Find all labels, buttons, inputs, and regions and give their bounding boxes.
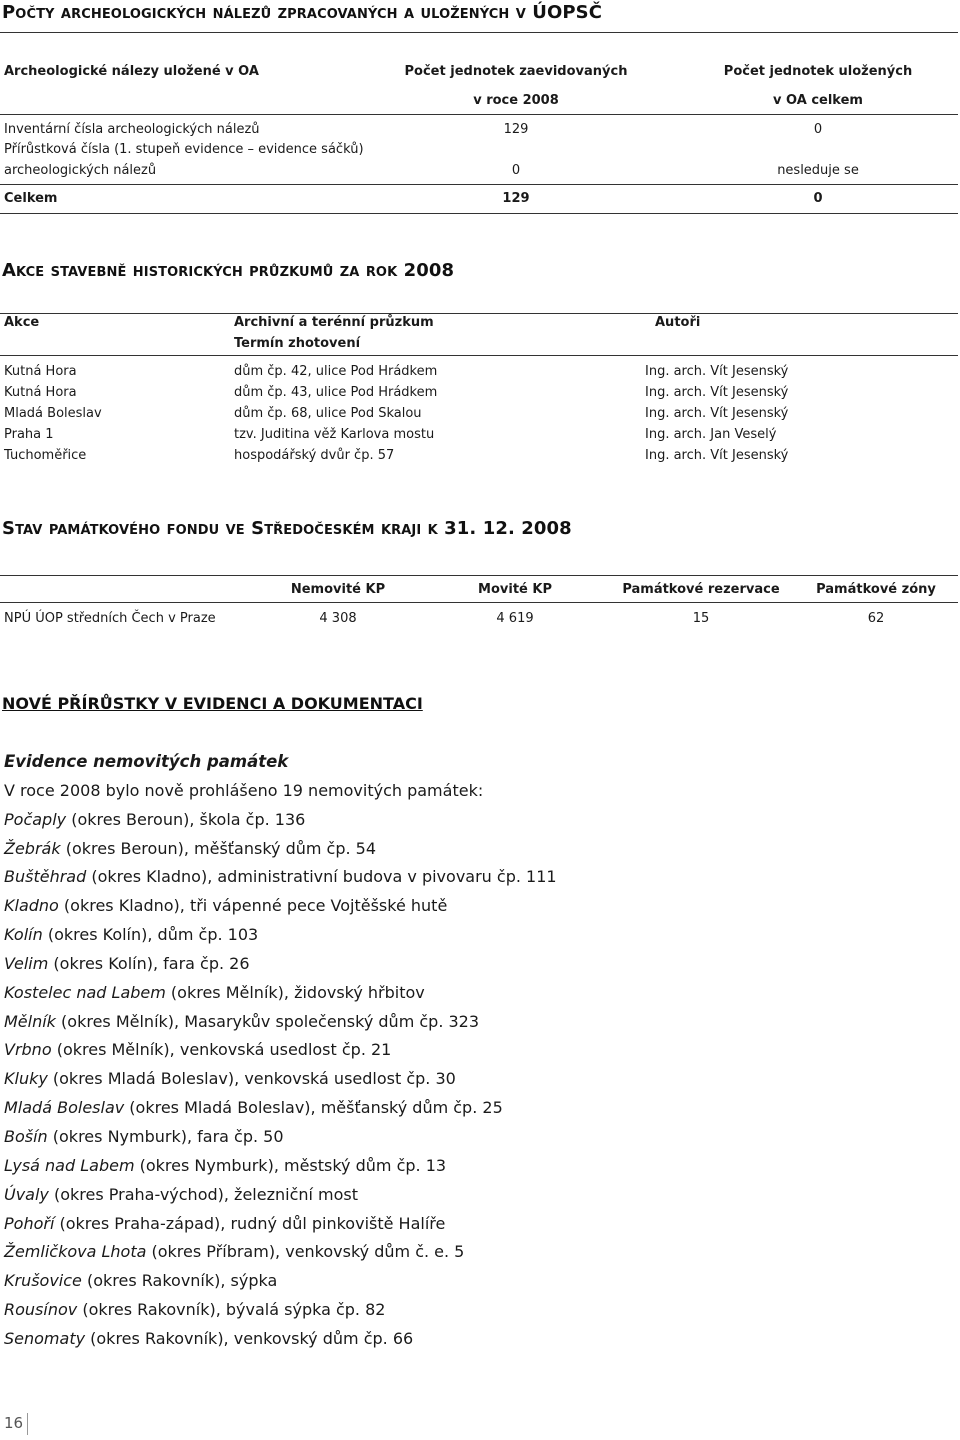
place-name: Bošín xyxy=(4,1126,48,1146)
place-name: Žebrák xyxy=(4,838,61,858)
table-cell: 129 xyxy=(503,122,529,137)
place-details: (okres Praha-západ), rudný důl pinkoviště Halíře xyxy=(54,1213,446,1233)
list-item xyxy=(4,1296,557,1325)
place-name: Vrbno xyxy=(4,1040,52,1060)
list-item xyxy=(4,1267,557,1296)
total-cell: 0 xyxy=(813,191,823,206)
list-item xyxy=(4,979,557,1008)
place-details: (okres Kladno), tři vápenné pece Vojtěšské hutě xyxy=(58,896,448,916)
place-details: (okres Kladno), administrativní budova v pivovaru čp. 111 xyxy=(86,867,557,887)
subsection-title: Evidence nemovitých památek xyxy=(4,752,289,771)
table-cell: dům čp. 43, ulice Pod Hrádkem xyxy=(234,385,438,400)
section-title-surveys: Akce stavebně historických průzkumů za rok 2008 xyxy=(2,260,455,281)
place-details: (okres Beroun), měšťanský dům čp. 54 xyxy=(60,838,377,858)
table-cell: Ing. arch. Jan Veselý xyxy=(645,427,777,442)
col-header-registered-year: v roce 2008 xyxy=(473,93,559,108)
place-name: Mělník xyxy=(4,1011,56,1031)
table-cell: Tuchoměřice xyxy=(4,448,87,463)
col-header-akce: Akce xyxy=(4,315,40,330)
place-name: Kolín xyxy=(4,925,43,945)
page-number: 16 xyxy=(4,1414,24,1432)
col-header: Památkové zóny xyxy=(816,582,936,597)
place-details: (okres Mělník), venkovská usedlost čp. 21 xyxy=(51,1040,392,1060)
col-header-registered: Počet jednotek zaevidovaných xyxy=(404,64,628,79)
col-header-autori: Autoři xyxy=(655,315,701,330)
col-header-stored: Počet jednotek uložených xyxy=(723,64,913,79)
section-title-heritage-fund: Stav památkového fondu ve Středočeském kraji k 31. 12. 2008 xyxy=(2,518,572,539)
table-cell: Kutná Hora xyxy=(4,364,77,379)
table-cell: 4 308 xyxy=(319,611,357,626)
list-item xyxy=(4,1065,557,1094)
table-cell: Ing. arch. Vít Jesenský xyxy=(645,364,789,379)
place-details: (okres Rakovník), venkovský dům čp. 66 xyxy=(85,1328,414,1348)
place-details: (okres Rakovník), bývalá sýpka čp. 82 xyxy=(77,1300,386,1320)
place-name: Buštěhrad xyxy=(4,867,87,887)
table-cell: hospodářský dvůr čp. 57 xyxy=(234,448,395,463)
table-row-label: archeologických nálezů xyxy=(4,163,157,178)
list-item xyxy=(4,1123,557,1152)
list-item xyxy=(4,921,557,950)
place-details: (okres Kolín), fara čp. 26 xyxy=(48,953,250,973)
place-details: (okres Mělník), židovský hřbitov xyxy=(165,982,425,1002)
list-item xyxy=(4,1181,557,1210)
list-item xyxy=(4,1152,557,1181)
list-item xyxy=(4,892,557,921)
place-details: (okres Rakovník), sýpka xyxy=(81,1271,278,1291)
divider xyxy=(0,32,958,33)
place-name: Kostelec nad Labem xyxy=(4,982,166,1002)
col-header: Památkové rezervace xyxy=(622,582,780,597)
place-name: Krušovice xyxy=(4,1271,82,1291)
divider xyxy=(0,114,958,115)
col-header-stored-total: v OA celkem xyxy=(773,93,863,108)
place-name: Počaply xyxy=(4,809,67,829)
place-name: Kluky xyxy=(4,1069,48,1089)
divider xyxy=(0,213,958,214)
list-item xyxy=(4,835,557,864)
place-name: Kladno xyxy=(4,896,59,916)
table-cell: 62 xyxy=(867,611,885,626)
table-row-label: NPÚ ÚOP středních Čech v Praze xyxy=(4,611,216,626)
table-cell: Praha 1 xyxy=(4,427,54,442)
list-item xyxy=(4,1325,557,1354)
place-details: (okres Mělník), Masarykův společenský dům čp. 323 xyxy=(55,1011,480,1031)
list-item xyxy=(4,950,557,979)
table-cell: Kutná Hora xyxy=(4,385,77,400)
table-cell: dům čp. 42, ulice Pod Hrádkem xyxy=(234,364,438,379)
divider xyxy=(0,602,958,603)
place-details: (okres Beroun), škola čp. 136 xyxy=(66,809,306,829)
place-name: Rousínov xyxy=(4,1300,78,1320)
place-name: Lysá nad Labem xyxy=(4,1155,135,1175)
table-cell: dům čp. 68, ulice Pod Skalou xyxy=(234,406,422,421)
col-header: Nemovité KP xyxy=(290,582,386,597)
place-name: Velim xyxy=(4,953,49,973)
table-row-label: Inventární čísla archeologických nálezů xyxy=(4,122,260,137)
monuments-list xyxy=(4,748,557,1354)
divider xyxy=(0,575,958,576)
col-header-pruzkum: Archivní a terénní průzkum xyxy=(234,315,434,330)
list-item xyxy=(4,1094,557,1123)
place-name: Žemličkova Lhota xyxy=(4,1242,147,1262)
table-row-label: Přírůstková čísla (1. stupeň evidence – evidence sáčků) xyxy=(4,142,364,157)
total-cell: 129 xyxy=(502,191,530,206)
list-item xyxy=(4,1210,557,1239)
divider xyxy=(0,355,958,356)
total-label: Celkem xyxy=(4,191,58,206)
list-item xyxy=(4,1008,557,1037)
table-cell: 15 xyxy=(692,611,710,626)
place-name: Mladá Boleslav xyxy=(4,1098,125,1118)
table-cell: 0 xyxy=(813,122,823,137)
divider xyxy=(0,313,958,314)
place-details: (okres Praha-východ), železniční most xyxy=(48,1184,359,1204)
place-details: (okres Mladá Boleslav), venkovská usedlost čp. 30 xyxy=(47,1069,456,1089)
list-item xyxy=(4,1036,557,1065)
place-details: (okres Nymburk), fara čp. 50 xyxy=(47,1126,284,1146)
page-number-divider xyxy=(27,1413,28,1435)
intro-text: V roce 2008 bylo nově prohlášeno 19 nemovitých památek: xyxy=(4,780,484,800)
section-title-new-additions: NOVÉ PŘÍRŮSTKY V EVIDENCI A DOKUMENTACI xyxy=(2,694,423,713)
table-cell: Mladá Boleslav xyxy=(4,406,102,421)
place-name: Senomaty xyxy=(4,1328,86,1348)
col-header: Movité KP xyxy=(478,582,552,597)
table-cell: Ing. arch. Vít Jesenský xyxy=(645,448,789,463)
col-header-finds: Archeologické nálezy uložené v OA xyxy=(4,64,259,79)
table-cell: Ing. arch. Vít Jesenský xyxy=(645,406,789,421)
col-header-termin: Termín zhotovení xyxy=(234,336,361,351)
list-item xyxy=(4,1238,557,1267)
divider xyxy=(0,184,958,185)
list-item xyxy=(4,863,557,892)
section-title-archaeology: Počty archeologických nálezů zpracovaných a uložených v ÚOPSČ xyxy=(2,2,603,23)
place-details: (okres Příbram), venkovský dům č. e. 5 xyxy=(146,1242,465,1262)
table-cell: 0 xyxy=(511,163,521,178)
place-details: (okres Mladá Boleslav), měšťanský dům čp. 25 xyxy=(124,1098,503,1118)
place-name: Pohoří xyxy=(4,1213,55,1233)
table-cell: 4 619 xyxy=(496,611,534,626)
place-name: Úvaly xyxy=(4,1184,49,1204)
place-details: (okres Nymburk), městský dům čp. 13 xyxy=(134,1155,447,1175)
place-details: (okres Kolín), dům čp. 103 xyxy=(42,925,259,945)
table-cell: nesleduje se xyxy=(777,163,859,178)
list-item xyxy=(4,806,557,835)
table-cell: Ing. arch. Vít Jesenský xyxy=(645,385,789,400)
table-cell: tzv. Juditina věž Karlova mostu xyxy=(234,427,435,442)
